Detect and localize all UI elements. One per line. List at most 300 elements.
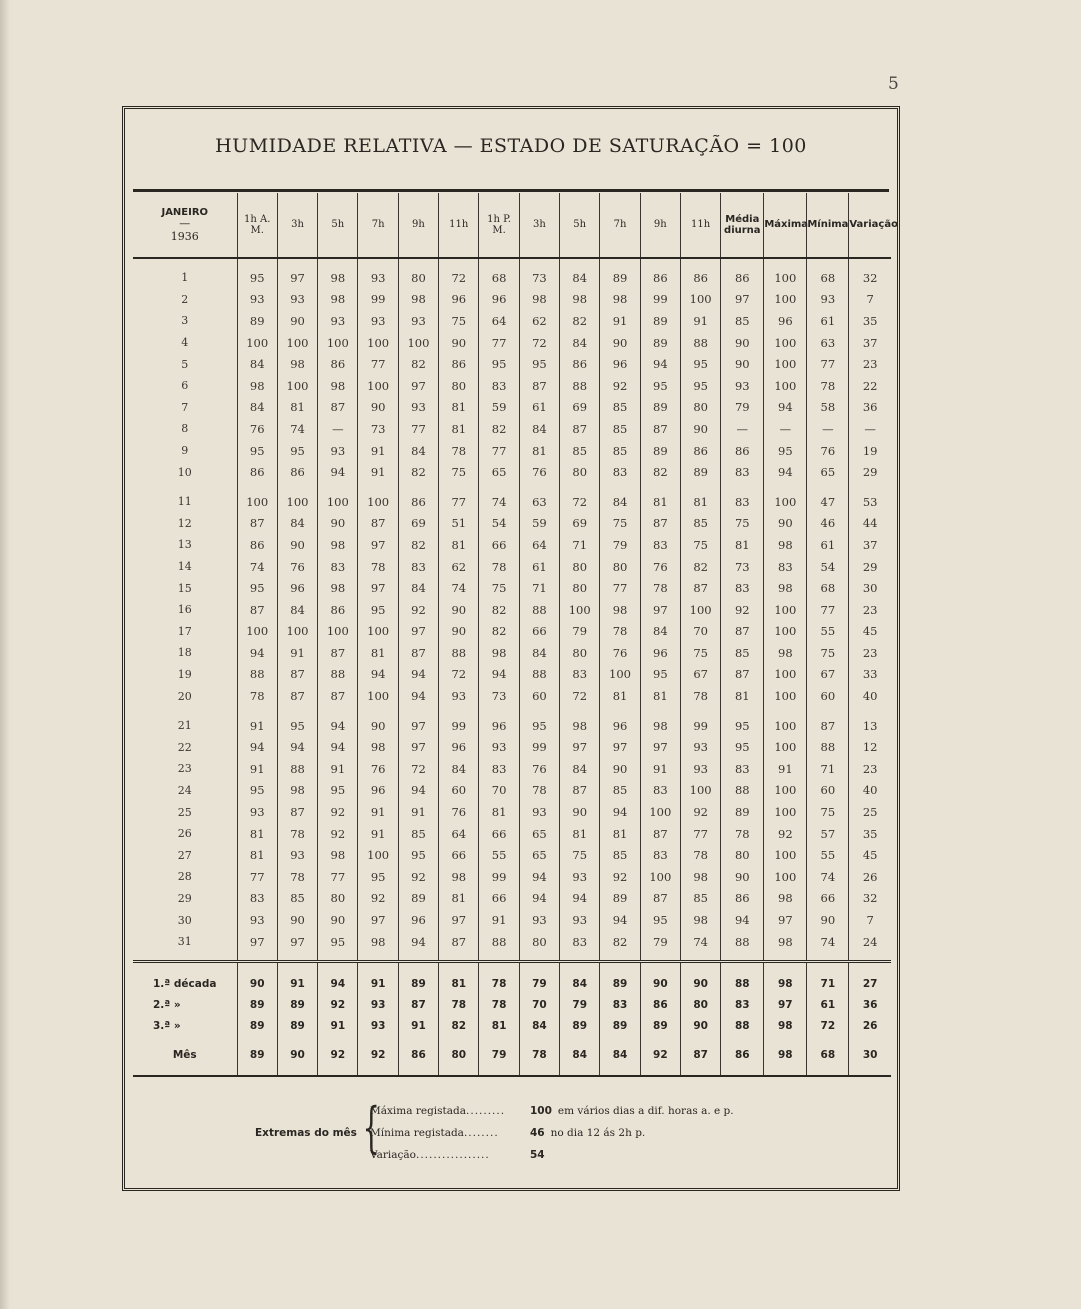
table-cell: 89 — [600, 888, 640, 910]
table-cell: 91 — [358, 801, 398, 823]
table-cell: 98 — [237, 375, 277, 397]
table-cell: 98 — [439, 866, 479, 888]
table-cell: 83 — [318, 556, 358, 578]
row-label: 12 — [133, 513, 237, 535]
table-cell: 98 — [764, 577, 807, 599]
table-cell: 83 — [560, 664, 600, 686]
table-cell: 29 — [862, 559, 878, 574]
spacer-cell — [680, 1036, 720, 1044]
spacer-cell — [640, 952, 680, 962]
table-cell: 81 — [277, 397, 317, 419]
table-cell: 83 — [721, 491, 764, 513]
table-cell: 96 — [640, 642, 680, 664]
table-cell: 80 — [560, 642, 600, 664]
spacer-cell — [600, 1036, 640, 1044]
table-cell: 81 — [439, 397, 479, 419]
table-cell: 93 — [680, 736, 720, 758]
table-cell: 95 — [680, 375, 720, 397]
table-cell: 64 — [479, 310, 519, 332]
min-value: 46 — [530, 1127, 545, 1139]
table-cell: 67 — [680, 664, 720, 686]
spacer-cell — [680, 952, 720, 962]
table-cell: 93 — [721, 375, 764, 397]
table-cell: 91 — [358, 461, 398, 483]
table-cell: 84 — [277, 599, 317, 621]
table-row — [133, 310, 891, 332]
table-cell: 66 — [807, 888, 849, 910]
table-cell: 75 — [807, 642, 849, 664]
table-cell: 100 — [764, 664, 807, 686]
table-cell: 76 — [519, 758, 559, 780]
table-cell: 65 — [807, 461, 849, 483]
table-cell: 94 — [398, 931, 438, 953]
table-row — [133, 599, 891, 621]
hour-header: 3h — [277, 193, 317, 258]
table-cell: 81 — [600, 685, 640, 707]
table-row — [133, 332, 891, 354]
table-cell: 91 — [640, 758, 680, 780]
table-cell: 83 — [600, 994, 640, 1015]
table-cell: 84 — [600, 1044, 640, 1065]
row-label: 25 — [133, 801, 237, 823]
table-cell: 87 — [318, 397, 358, 419]
table-cell: 91 — [318, 1015, 358, 1036]
summary-row — [133, 973, 891, 994]
table-row — [133, 621, 891, 643]
brace-glyph: { — [362, 1096, 380, 1159]
spacer-row — [133, 1065, 891, 1076]
table-cell: 65 — [479, 461, 519, 483]
table-cell: 87 — [640, 513, 680, 535]
table-row — [133, 513, 891, 535]
row-label: 10 — [133, 461, 237, 483]
table-cell: 77 — [807, 353, 849, 375]
spacer-cell — [680, 962, 720, 974]
table-row — [133, 801, 891, 823]
table-cell: 63 — [519, 491, 559, 513]
table-row — [133, 353, 891, 375]
table-cell: 94 — [519, 888, 559, 910]
spacer-cell — [640, 483, 680, 491]
table-cell: 82 — [479, 621, 519, 643]
table-cell: 75 — [680, 534, 720, 556]
table-cell: 100 — [277, 375, 317, 397]
table-cell: 96 — [479, 715, 519, 737]
table-cell: 78 — [807, 375, 849, 397]
table-cell: 69 — [398, 513, 438, 535]
table-cell: 89 — [237, 310, 277, 332]
table-row — [133, 289, 891, 311]
table-cell: 30 — [862, 581, 878, 596]
table-cell: 85 — [600, 397, 640, 419]
spacer-cell — [519, 952, 559, 962]
summary-row — [133, 994, 891, 1015]
spacer-cell — [640, 1065, 680, 1076]
table-cell: 100 — [358, 375, 398, 397]
spacer-cell — [358, 952, 398, 962]
table-cell: 86 — [318, 353, 358, 375]
table-row — [133, 664, 891, 686]
spacer-cell — [764, 1065, 807, 1076]
table-cell: 88 — [721, 780, 764, 802]
table-cell: 71 — [807, 758, 849, 780]
table-cell: 95 — [640, 375, 680, 397]
spacer-cell — [318, 707, 358, 715]
table-cell: 71 — [560, 534, 600, 556]
table-cell: 88 — [721, 931, 764, 953]
table-cell: 90 — [680, 418, 720, 440]
table-cell: 92 — [318, 994, 358, 1015]
spacer-cell — [237, 707, 277, 715]
table-cell: 87 — [439, 931, 479, 953]
table-cell: 84 — [519, 418, 559, 440]
spacer-cell — [560, 952, 600, 962]
table-cell: 91 — [358, 973, 398, 994]
spacer-cell — [133, 258, 237, 267]
table-cell: 78 — [519, 780, 559, 802]
row-label: 1.ª década — [133, 973, 237, 994]
table-cell: 69 — [560, 513, 600, 535]
spacer-cell — [600, 1065, 640, 1076]
hour-header: 7h — [358, 193, 398, 258]
table-cell: 80 — [680, 994, 720, 1015]
spacer-cell — [237, 483, 277, 491]
max-row: Máxima registada......... 100 em vários dias a dif. horas a. e p. — [370, 1105, 734, 1117]
table-cell: 94 — [398, 780, 438, 802]
table-cell: 89 — [237, 1015, 277, 1036]
table-cell: 88 — [479, 931, 519, 953]
table-cell: 84 — [519, 642, 559, 664]
table-cell: 60 — [519, 685, 559, 707]
table-cell: 78 — [680, 685, 720, 707]
table-cell: 93 — [519, 909, 559, 931]
table-cell: 95 — [398, 844, 438, 866]
table-cell: 86 — [318, 599, 358, 621]
table-cell: 89 — [600, 1015, 640, 1036]
table-cell: 95 — [358, 866, 398, 888]
table-cell: 89 — [640, 397, 680, 419]
table-cell: 94 — [318, 736, 358, 758]
hour-header: 9h — [640, 193, 680, 258]
table-cell: 90 — [439, 599, 479, 621]
table-cell: 93 — [439, 685, 479, 707]
spacer-cell — [519, 1036, 559, 1044]
spacer-cell — [133, 952, 237, 962]
table-row — [133, 375, 891, 397]
table-cell: 75 — [439, 461, 479, 483]
table-cell: 82 — [640, 461, 680, 483]
spacer-cell — [849, 1036, 891, 1044]
spacer-cell — [807, 483, 849, 491]
table-cell: 79 — [560, 994, 600, 1015]
table-cell: 12 — [862, 740, 878, 755]
spacer-cell — [277, 483, 317, 491]
spacer-cell — [600, 952, 640, 962]
table-cell: 73 — [519, 267, 559, 289]
table-cell: 82 — [680, 556, 720, 578]
row-label: 2 — [133, 289, 237, 311]
table-row — [133, 685, 891, 707]
spacer-cell — [479, 962, 519, 974]
table-cell: 87 — [277, 801, 317, 823]
table-cell: 90 — [277, 310, 317, 332]
table-cell: 83 — [721, 461, 764, 483]
month-row — [133, 1044, 891, 1065]
table-cell: 93 — [358, 994, 398, 1015]
spacer-cell — [807, 1036, 849, 1044]
spacer-cell — [600, 258, 640, 267]
table-cell: 90 — [721, 866, 764, 888]
table-cell: 89 — [237, 994, 277, 1015]
table-cell: 95 — [358, 599, 398, 621]
table-cell: 98 — [318, 289, 358, 311]
table-cell: 72 — [519, 332, 559, 354]
table-cell: 100 — [640, 866, 680, 888]
table-row — [133, 440, 891, 462]
spacer-cell — [849, 952, 891, 962]
table-cell: 89 — [640, 310, 680, 332]
table-cell: 84 — [519, 1015, 559, 1036]
table-cell: 81 — [640, 685, 680, 707]
table-cell: 98 — [764, 534, 807, 556]
table-cell: 96 — [600, 715, 640, 737]
table-cell: 68 — [807, 577, 849, 599]
spacer-row — [133, 1036, 891, 1044]
spacer-cell — [439, 483, 479, 491]
table-cell: 89 — [640, 332, 680, 354]
table-cell: 88 — [721, 1015, 764, 1036]
table-cell: 65 — [519, 823, 559, 845]
table-row — [133, 491, 891, 513]
table-cell: 98 — [680, 866, 720, 888]
table-cell: 98 — [764, 642, 807, 664]
month-extremes — [125, 1097, 897, 1167]
table-cell: 91 — [479, 909, 519, 931]
table-cell: 95 — [721, 715, 764, 737]
table-cell: 86 — [439, 353, 479, 375]
table-cell: 83 — [764, 556, 807, 578]
spacer-row — [133, 483, 891, 491]
table-cell: 85 — [721, 310, 764, 332]
spacer-cell — [277, 1036, 317, 1044]
table-cell: 23 — [862, 645, 878, 660]
spacer-cell — [764, 1036, 807, 1044]
row-label: 14 — [133, 556, 237, 578]
table-cell: 99 — [479, 866, 519, 888]
spacer-cell — [318, 1036, 358, 1044]
table-cell: 95 — [318, 780, 358, 802]
spacer-cell — [560, 962, 600, 974]
table-cell: 90 — [600, 758, 640, 780]
row-label: 8 — [133, 418, 237, 440]
table-cell: 90 — [764, 513, 807, 535]
table-cell: 70 — [519, 994, 559, 1015]
table-cell: 88 — [519, 664, 559, 686]
table-cell: 74 — [807, 931, 849, 953]
table-cell: 82 — [479, 599, 519, 621]
row-label: 9 — [133, 440, 237, 462]
humidity-table — [133, 193, 898, 1077]
table-cell: 80 — [439, 1044, 479, 1065]
table-cell: 69 — [560, 397, 600, 419]
table-cell: 87 — [318, 642, 358, 664]
month-label: JANEIRO — [161, 206, 209, 218]
table-row — [133, 736, 891, 758]
row-label: 24 — [133, 780, 237, 802]
hour-header: 9h — [398, 193, 438, 258]
table-cell: 98 — [764, 1044, 807, 1065]
table-cell: 19 — [862, 443, 878, 458]
table-cell: 94 — [318, 461, 358, 483]
variation-label: Variação — [370, 1149, 416, 1161]
table-cell: 33 — [862, 667, 878, 682]
spacer-cell — [519, 1065, 559, 1076]
stat-header-media: Média diurna — [721, 193, 764, 258]
spacer-cell — [358, 707, 398, 715]
table-cell: 84 — [398, 440, 438, 462]
table-cell: 77 — [479, 332, 519, 354]
spacer-cell — [807, 962, 849, 974]
table-cell: 100 — [764, 780, 807, 802]
table-cell: 93 — [318, 310, 358, 332]
table-cell: 92 — [600, 375, 640, 397]
table-cell: 79 — [519, 973, 559, 994]
table-cell: 84 — [237, 353, 277, 375]
table-cell: 88 — [318, 664, 358, 686]
table-cell: 90 — [277, 909, 317, 931]
table-cell: 13 — [862, 718, 878, 733]
table-cell: 40 — [862, 689, 878, 704]
table-cell: 83 — [721, 994, 764, 1015]
table-cell: 59 — [519, 513, 559, 535]
table-cell: 97 — [277, 267, 317, 289]
table-cell: 75 — [479, 577, 519, 599]
spacer-cell — [764, 962, 807, 974]
row-label: 23 — [133, 758, 237, 780]
table-cell: 91 — [398, 1015, 438, 1036]
table-cell: 89 — [600, 973, 640, 994]
table-cell: 75 — [560, 844, 600, 866]
table-cell: 89 — [277, 994, 317, 1015]
table-cell: 84 — [439, 758, 479, 780]
row-label: 16 — [133, 599, 237, 621]
table-cell: 75 — [807, 801, 849, 823]
table-cell: 79 — [560, 621, 600, 643]
table-cell: 93 — [358, 310, 398, 332]
table-cell: 86 — [721, 888, 764, 910]
table-cell: 81 — [640, 491, 680, 513]
table-cell: 93 — [560, 866, 600, 888]
table-cell: 72 — [398, 758, 438, 780]
table-cell: 87 — [721, 621, 764, 643]
table-cell: 86 — [237, 534, 277, 556]
table-cell: 88 — [721, 973, 764, 994]
table-cell: 90 — [237, 973, 277, 994]
table-cell: 98 — [358, 931, 398, 953]
table-cell: 80 — [519, 931, 559, 953]
table-cell: 98 — [519, 289, 559, 311]
table-cell: 90 — [600, 332, 640, 354]
spacer-cell — [519, 483, 559, 491]
table-cell: 32 — [862, 270, 878, 285]
table-cell: 91 — [600, 310, 640, 332]
table-cell: 80 — [318, 888, 358, 910]
table-cell: 97 — [358, 909, 398, 931]
row-label: 2.ª » — [133, 994, 237, 1015]
max-value: 100 — [530, 1105, 552, 1117]
table-cell: 81 — [358, 642, 398, 664]
table-cell: 100 — [358, 844, 398, 866]
min-row: Mínima registada........ 46 no dia 12 ás 2h p. — [370, 1127, 646, 1139]
table-cell: 62 — [439, 556, 479, 578]
table-row — [133, 642, 891, 664]
spacer-cell — [807, 952, 849, 962]
table-cell: 80 — [721, 844, 764, 866]
table-cell: 85 — [600, 418, 640, 440]
table-cell: 93 — [398, 397, 438, 419]
table-cell: 83 — [479, 758, 519, 780]
table-cell: 95 — [519, 715, 559, 737]
table-cell: 91 — [358, 440, 398, 462]
table-cell: 81 — [439, 888, 479, 910]
table-cell: 90 — [680, 1015, 720, 1036]
table-cell: 99 — [680, 715, 720, 737]
table-cell: 95 — [721, 736, 764, 758]
table-cell: 37 — [862, 335, 878, 350]
table-cell: 91 — [277, 973, 317, 994]
summary-row — [133, 1015, 891, 1036]
table-cell: 90 — [318, 909, 358, 931]
year-label: 1936 — [170, 229, 199, 243]
spacer-cell — [807, 707, 849, 715]
table-cell: 22 — [862, 378, 878, 393]
table-cell: 7 — [866, 292, 874, 307]
table-cell: 100 — [277, 621, 317, 643]
table-cell: 97 — [237, 931, 277, 953]
table-cell: 73 — [721, 556, 764, 578]
table-cell: 84 — [560, 758, 600, 780]
table-cell: 100 — [764, 866, 807, 888]
table-cell: 68 — [479, 267, 519, 289]
table-cell: 97 — [358, 534, 398, 556]
spacer-cell — [764, 258, 807, 267]
table-cell: 85 — [680, 888, 720, 910]
table-cell: 76 — [358, 758, 398, 780]
table-cell: 57 — [807, 823, 849, 845]
table-cell: 62 — [519, 310, 559, 332]
spacer-cell — [479, 952, 519, 962]
spacer-cell — [721, 1036, 764, 1044]
table-cell: 90 — [640, 973, 680, 994]
table-cell: 26 — [862, 869, 878, 884]
spacer-cell — [358, 258, 398, 267]
table-cell: 98 — [764, 931, 807, 953]
table-cell: 85 — [721, 642, 764, 664]
table-cell: 78 — [640, 577, 680, 599]
table-row — [133, 844, 891, 866]
table-cell: 82 — [398, 461, 438, 483]
row-label: 19 — [133, 664, 237, 686]
table-cell: 87 — [237, 513, 277, 535]
table-cell: 97 — [398, 375, 438, 397]
table-cell: 95 — [277, 715, 317, 737]
table-cell: 61 — [519, 397, 559, 419]
table-cell: 100 — [318, 491, 358, 513]
table-cell: 100 — [764, 801, 807, 823]
table-cell: 81 — [519, 440, 559, 462]
table-cell: 84 — [560, 973, 600, 994]
table-cell: 47 — [807, 491, 849, 513]
